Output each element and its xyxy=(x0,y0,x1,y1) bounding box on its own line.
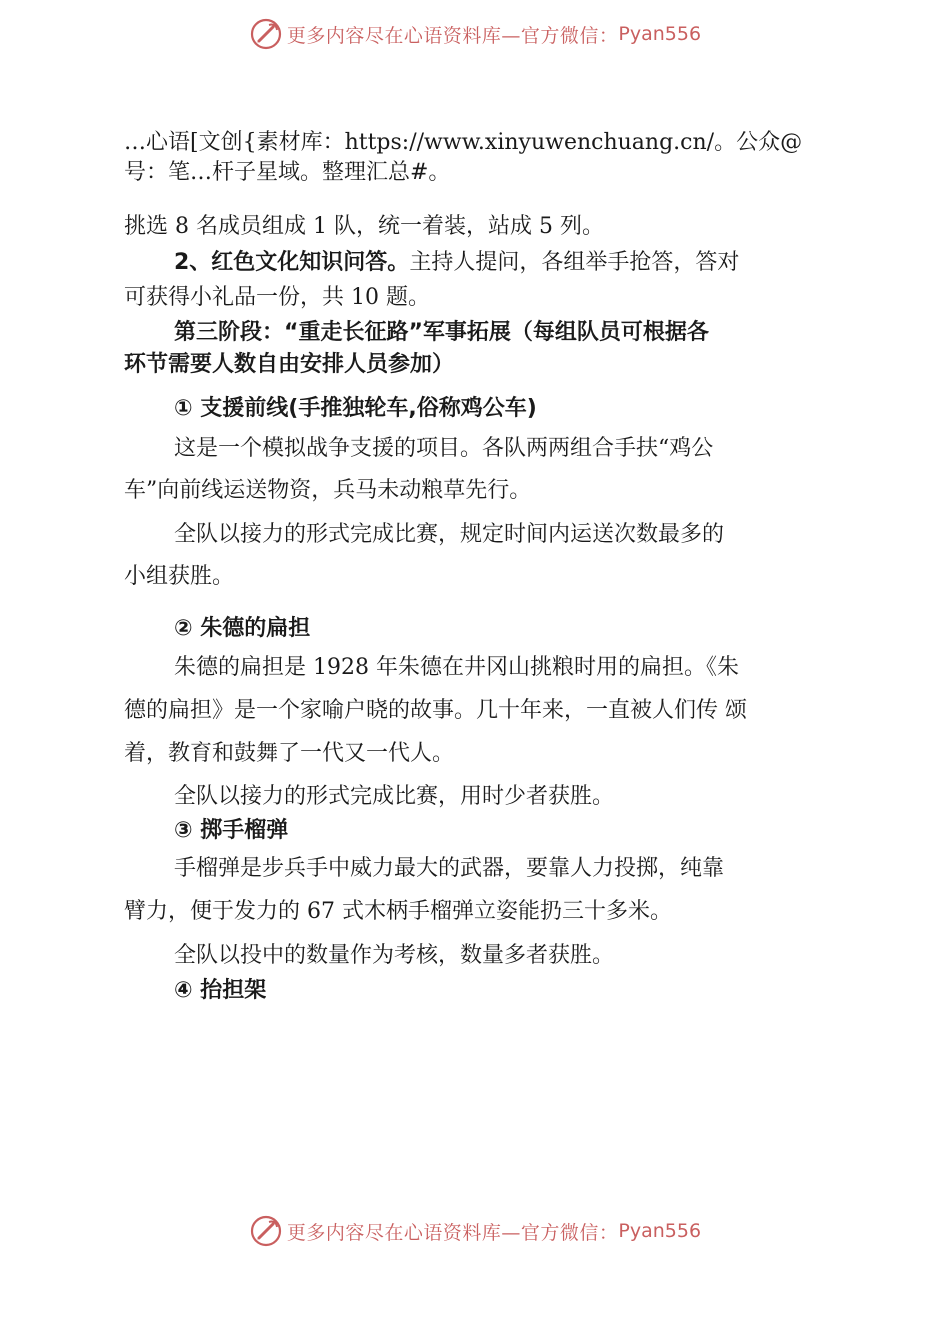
section-1-p2-line-2: 小组获胜。 xyxy=(124,564,235,589)
section-3-heading: ③ 掷手榴弹 xyxy=(174,818,289,843)
header-banner xyxy=(0,14,950,54)
footer-banner xyxy=(0,1211,950,1251)
section-3-p1-line-1: 手榴弹是步兵手中威力最大的武器，要靠人力投掷，纯靠 xyxy=(174,856,725,881)
section-2-heading: ② 朱德的扁担 xyxy=(174,616,311,641)
item-2-text: 主持人提问，各组举手抢答，答对 xyxy=(409,250,740,275)
section-2-p2: 全队以接力的形式完成比赛，用时少者获胜。 xyxy=(174,784,615,809)
item-2-line-1 xyxy=(174,248,739,278)
section-2-p1-line-3: 着，教育和鼓舞了一代又一代人。 xyxy=(124,741,455,766)
banner-text: 更多内容尽在心语资料库—官方微信： xyxy=(286,24,619,47)
item-2-heading: 2、红色文化知识问答。 xyxy=(174,250,410,275)
section-1-p1-line-1: 这是一个模拟战争支援的项目。各队两两组合手扶“鸡公 xyxy=(174,436,714,461)
source-note-line-2: 号：笔…杆子星域。整理汇总#。 xyxy=(124,160,451,185)
paragraph-team-formation: 挑选 8 名成员组成 1 队，统一着装，站成 5 列。 xyxy=(124,214,604,239)
section-4-heading: ④ 抬担架 xyxy=(174,978,267,1003)
pen-logo-icon xyxy=(249,17,283,51)
banner-wechat-handle: Pyan556 xyxy=(618,1220,702,1242)
banner-text: 更多内容尽在心语资料库—官方微信： xyxy=(286,1221,619,1244)
section-1-heading: ① 支援前线(手推独轮车,俗称鸡公车) xyxy=(174,396,537,421)
section-3-p2: 全队以投中的数量作为考核，数量多者获胜。 xyxy=(174,943,615,968)
section-2-p1-line-2: 德的扁担》是一个家喻户晓的故事。几十年来，一直被人们传 颂 xyxy=(124,698,747,723)
banner-wechat-handle: Pyan556 xyxy=(618,23,702,45)
pen-logo-icon xyxy=(249,1214,283,1248)
source-note-line-1: …心语[文创{素材库：https://www.xinyuwenchuang.cn/。公众@ xyxy=(124,130,803,155)
stage-3-heading-line-2: 环节需要人数自由安排人员参加） xyxy=(124,352,455,377)
section-1-p1-line-2: 车”向前线运送物资，兵马未动粮草先行。 xyxy=(124,478,532,503)
section-3-p1-line-2: 臂力，便于发力的 67 式木柄手榴弹立姿能扔三十多米。 xyxy=(124,899,672,924)
section-2-p1-line-1: 朱德的扁担是 1928 年朱德在井冈山挑粮时用的扁担。《朱 xyxy=(174,655,739,680)
section-1-p2-line-1: 全队以接力的形式完成比赛，规定时间内运送次数最多的 xyxy=(174,522,725,547)
item-2-line-2: 可获得小礼品一份，共 10 题。 xyxy=(124,285,430,310)
stage-3-heading-line-1: 第三阶段：“重走长征路”军事拓展（每组队员可根据各 xyxy=(174,320,709,345)
